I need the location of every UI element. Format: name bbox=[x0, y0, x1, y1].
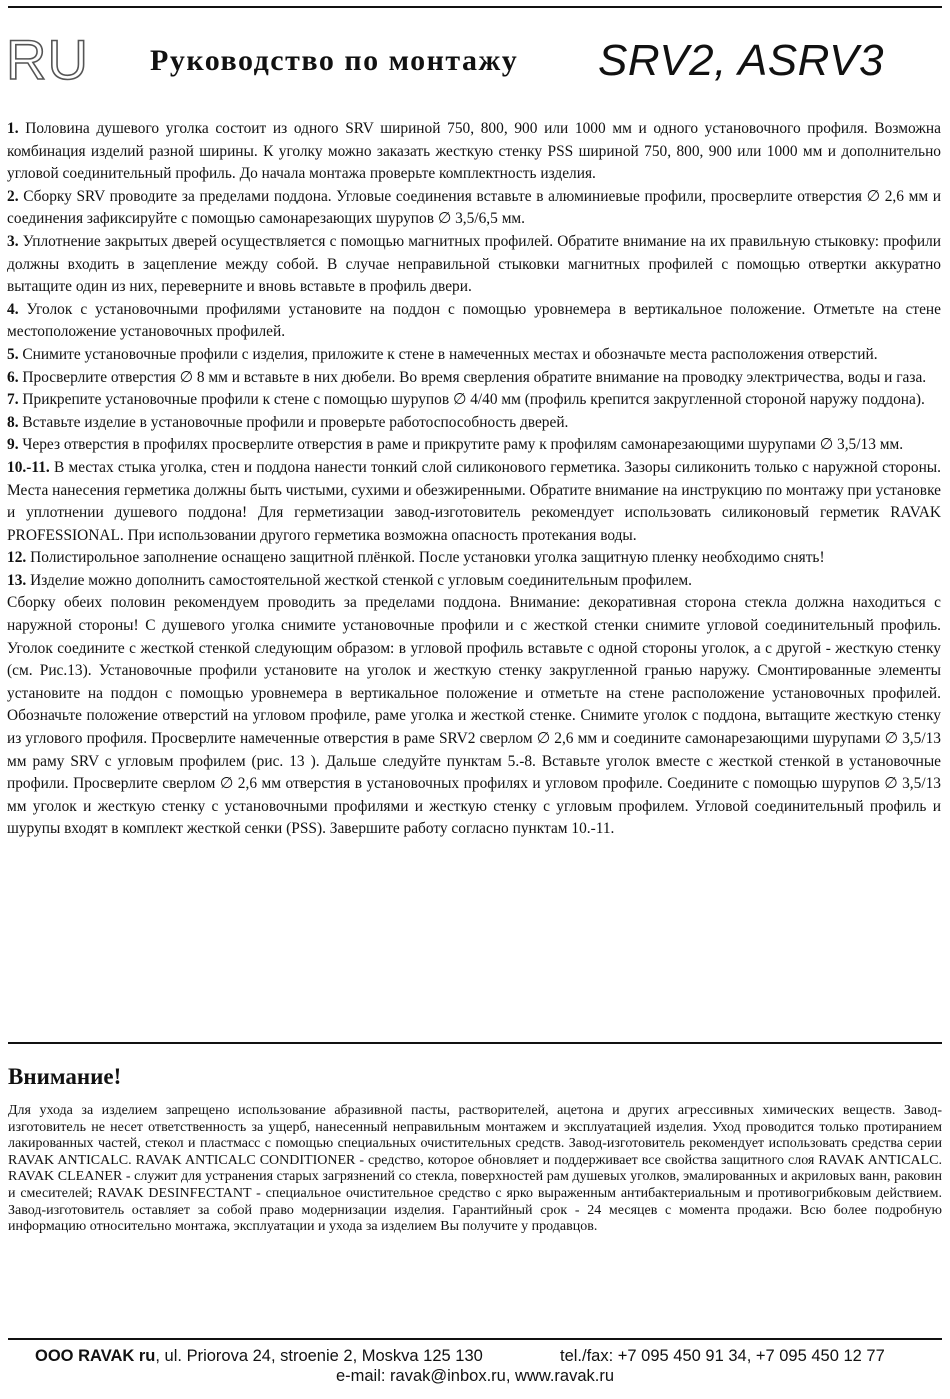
step-12 bbox=[7, 547, 941, 570]
step-text: В местах стыка уголка, стен и поддона нанести тонкий слой силиконового герметика. Зазоры силиконить только с наружной стороны. Места нанесения герметика должны быть чистыми, сухими и обезжиренными. Обратите внимание на инструкцию по монтажу при установке и уплотнении душевого поддона! Для герметизации завод-изготовитель рекомендует использовать силиконовый герметик RAVAK PROFESSIONAL. При использовании другого герметика возможна опасность протекания воды. bbox=[7, 458, 941, 544]
step-number: 10.-11. bbox=[7, 458, 50, 476]
step-9 bbox=[7, 434, 941, 457]
step-text: Изделие можно дополнить самостоятельной жесткой стенкой с угловым соединительным профилем. bbox=[26, 571, 692, 589]
footer-phone: tel./fax: +7 095 450 91 34, +7 095 450 12 77 bbox=[560, 1347, 885, 1365]
step-number: 12. bbox=[7, 549, 27, 567]
step-number: 7. bbox=[7, 391, 19, 409]
instructions bbox=[7, 118, 941, 841]
footer-address bbox=[35, 1346, 483, 1366]
section-divider bbox=[8, 1042, 942, 1044]
company-name: OOO RAVAK ru bbox=[35, 1347, 156, 1365]
step-4 bbox=[7, 299, 941, 344]
step-number: 5. bbox=[7, 345, 19, 363]
step-text: Полистирольное заполнение оснащено защитной плёнкой. После установки уголка защитную пленку необходимо снять! bbox=[26, 549, 825, 567]
company-address: , ul. Priorova 24, stroenie 2, Moskva 125 130 bbox=[155, 1347, 483, 1365]
warning-text: Для ухода за изделием запрещено использование абразивной пасты, растворителей, ацетона и других агрессивных химических веществ. Завод-изготовитель не несет ответственность за ущерб, нанесенный неправильным монтажем и эксплуатацией изделия. Уход проводится только протиранием лакированных частей, стекол и пластмасс с помощью специальных очистительных средств. Завод-изготовитель рекомендует использовать средства серии RAVAK ANTICALC. RAVAK ANTICALC CONDITIONER - средство, которое обновляет и поддерживает все свойства защитного слоя RAVAK ANTICALC. RAVAK CLEANER - служит для устранения старых загрязнений со стекла, поверхностей рам душевых уголков, эмалированных и акриловых ванн, раковин и смесителей; RAVAK DESINFECTANT - специальное очистительное средство с ярко выраженным антибактериальным и противогрибковым действием. Завод-изготовитель оставляет за собой право модернизации изделия. Гарантийный срок - 24 месяцев с момента продажи. Всю более подробную информацию относительно монтажа, эксплуатации и ухода за изделием Вы получите у продавцов. bbox=[8, 1103, 942, 1235]
model-name: SRV2, ASRV3 bbox=[598, 36, 884, 85]
step-text: Через отверстия в профилях просверлите отверстия в раме и прикрутите раму к профилям самонарезающими шурупами ∅ 3,5/13 мм. bbox=[18, 436, 904, 454]
step-1 bbox=[7, 118, 941, 186]
page-title: Руководство по монтажу bbox=[150, 44, 519, 77]
step-6 bbox=[7, 367, 941, 390]
step-number: 1. bbox=[7, 120, 19, 137]
step-7 bbox=[7, 389, 941, 412]
language-badge: RU bbox=[6, 28, 89, 91]
step-3 bbox=[7, 231, 941, 299]
step-number: 13. bbox=[7, 571, 27, 589]
step-13 bbox=[7, 570, 941, 593]
warning-heading: Внимание! bbox=[8, 1064, 122, 1089]
step-text: Вставьте изделие в установочные профили и проверьте работоспособность дверей. bbox=[18, 413, 569, 431]
step-13-details: Сборку обеих половин рекомендуем проводить за пределами поддона. Внимание: декоративная сторона стекла должна находиться с наружной стороны! С душевого уголка снимите установочные профили и с жесткой стенки снимите угловой соединительный профиль. Уголок соедините с жесткой стенкой следующим образом: в угловой профиль вставьте с одной стороны уголок, а с другой - жесткую стенку (см. Рис.13). Установочные профили установите на уголок и жесткую стенку закругленной гранью наружу. Смонтированные элементы установите на поддон с помощью уровнемера в вертикальное положение и отметьте на стене расположение установочных профилей. Обозначьте положение отверстий на угловом профиле, раме уголка и жесткой стенке. Снимите уголок с поддона, вытащите жесткую стенку из углового профиля. Просверлите намеченные отверстия в раме SRV2 сверлом ∅ 2,6 мм и соедините самонарезающими шурупами ∅ 3,5/13 мм раму SRV с угловым профилем (рис. 13 ). Дальше следуйте пунктам 5.-8. Вставьте уголок вместе с жесткой стенкой в установочные профили. Просверлите сверлом ∅ 2,6 мм отверстия в установочных профилях и угловом профиле. Соедините с помощью шурупов ∅ 3,5/13 мм уголок и жесткую стенку с установочными профилями и жесткую стенку с угловым профилем. Угловой соединительный профиль и шурупы входят в комплект жесткой сенки (PSS). Завершите работу согласно пунктам 10.-11. bbox=[7, 594, 941, 838]
step-text: Прикрепите установочные профили к стене с помощью шурупов ∅ 4/40 мм (профиль крепится закругленной стороной наружу поддона). bbox=[18, 391, 925, 409]
step-5 bbox=[7, 344, 941, 367]
step-number: 8. bbox=[7, 413, 19, 431]
top-rule bbox=[8, 6, 942, 8]
footer-divider bbox=[8, 1338, 942, 1340]
step-number: 6. bbox=[7, 368, 19, 386]
step-number: 3. bbox=[7, 232, 19, 250]
step-text: Половина душевого уголка состоит из одного SRV шириной 750, 800, 900 или 1000 мм и одного установочного профиля. Возможна комбинация изделий разной ширины. К уголку можно заказать жесткую стенку PSS шириной 750, 800, 900 или 1000 мм и дополнительно угловой соединительный профиль. До начала монтажа проверьте комплектность изделия. bbox=[7, 120, 941, 183]
footer-contacts: e-mail: ravak@inbox.ru, www.ravak.ru bbox=[335, 1367, 615, 1385]
step-8 bbox=[7, 412, 941, 435]
step-number: 2. bbox=[7, 187, 19, 205]
step-text: Сборку SRV проводите за пределами поддона. Угловые соединения вставьте в алюминиевые профили, просверлите отверстия ∅ 2,6 мм и соединения зафиксируйте с помощью самонарезающих шурупов ∅ 3,5/6,5 мм. bbox=[7, 187, 941, 228]
step-2 bbox=[7, 186, 941, 231]
step-number: 4. bbox=[7, 300, 19, 318]
step-text: Просверлите отверстия ∅ 8 мм и вставьте в них дюбели. Во время сверления обратите внимание на проводку электричества, воды и газа. bbox=[18, 368, 927, 386]
step-10-11 bbox=[7, 457, 941, 547]
step-number: 9. bbox=[7, 436, 19, 454]
step-text: Уплотнение закрытых дверей осуществляется с помощью магнитных профилей. Обратите внимание на их правильную стыковку: профили должны входить в зацепление между собой. В случае неправильной стыковки магнитных профилей с помощью отвертки аккуратно вытащите один из них, переверните и вновь вставьте в профиль двери. bbox=[7, 232, 941, 296]
step-text: Снимите установочные профили с изделия, приложите к стене в намеченных местах и обозначьте места расположения отверстий. bbox=[18, 345, 878, 363]
step-text: Уголок с установочными профилями установите на поддон с помощью уровнемера в вертикальное положение. Отметьте на стене местоположение установочных профилей. bbox=[7, 300, 941, 341]
